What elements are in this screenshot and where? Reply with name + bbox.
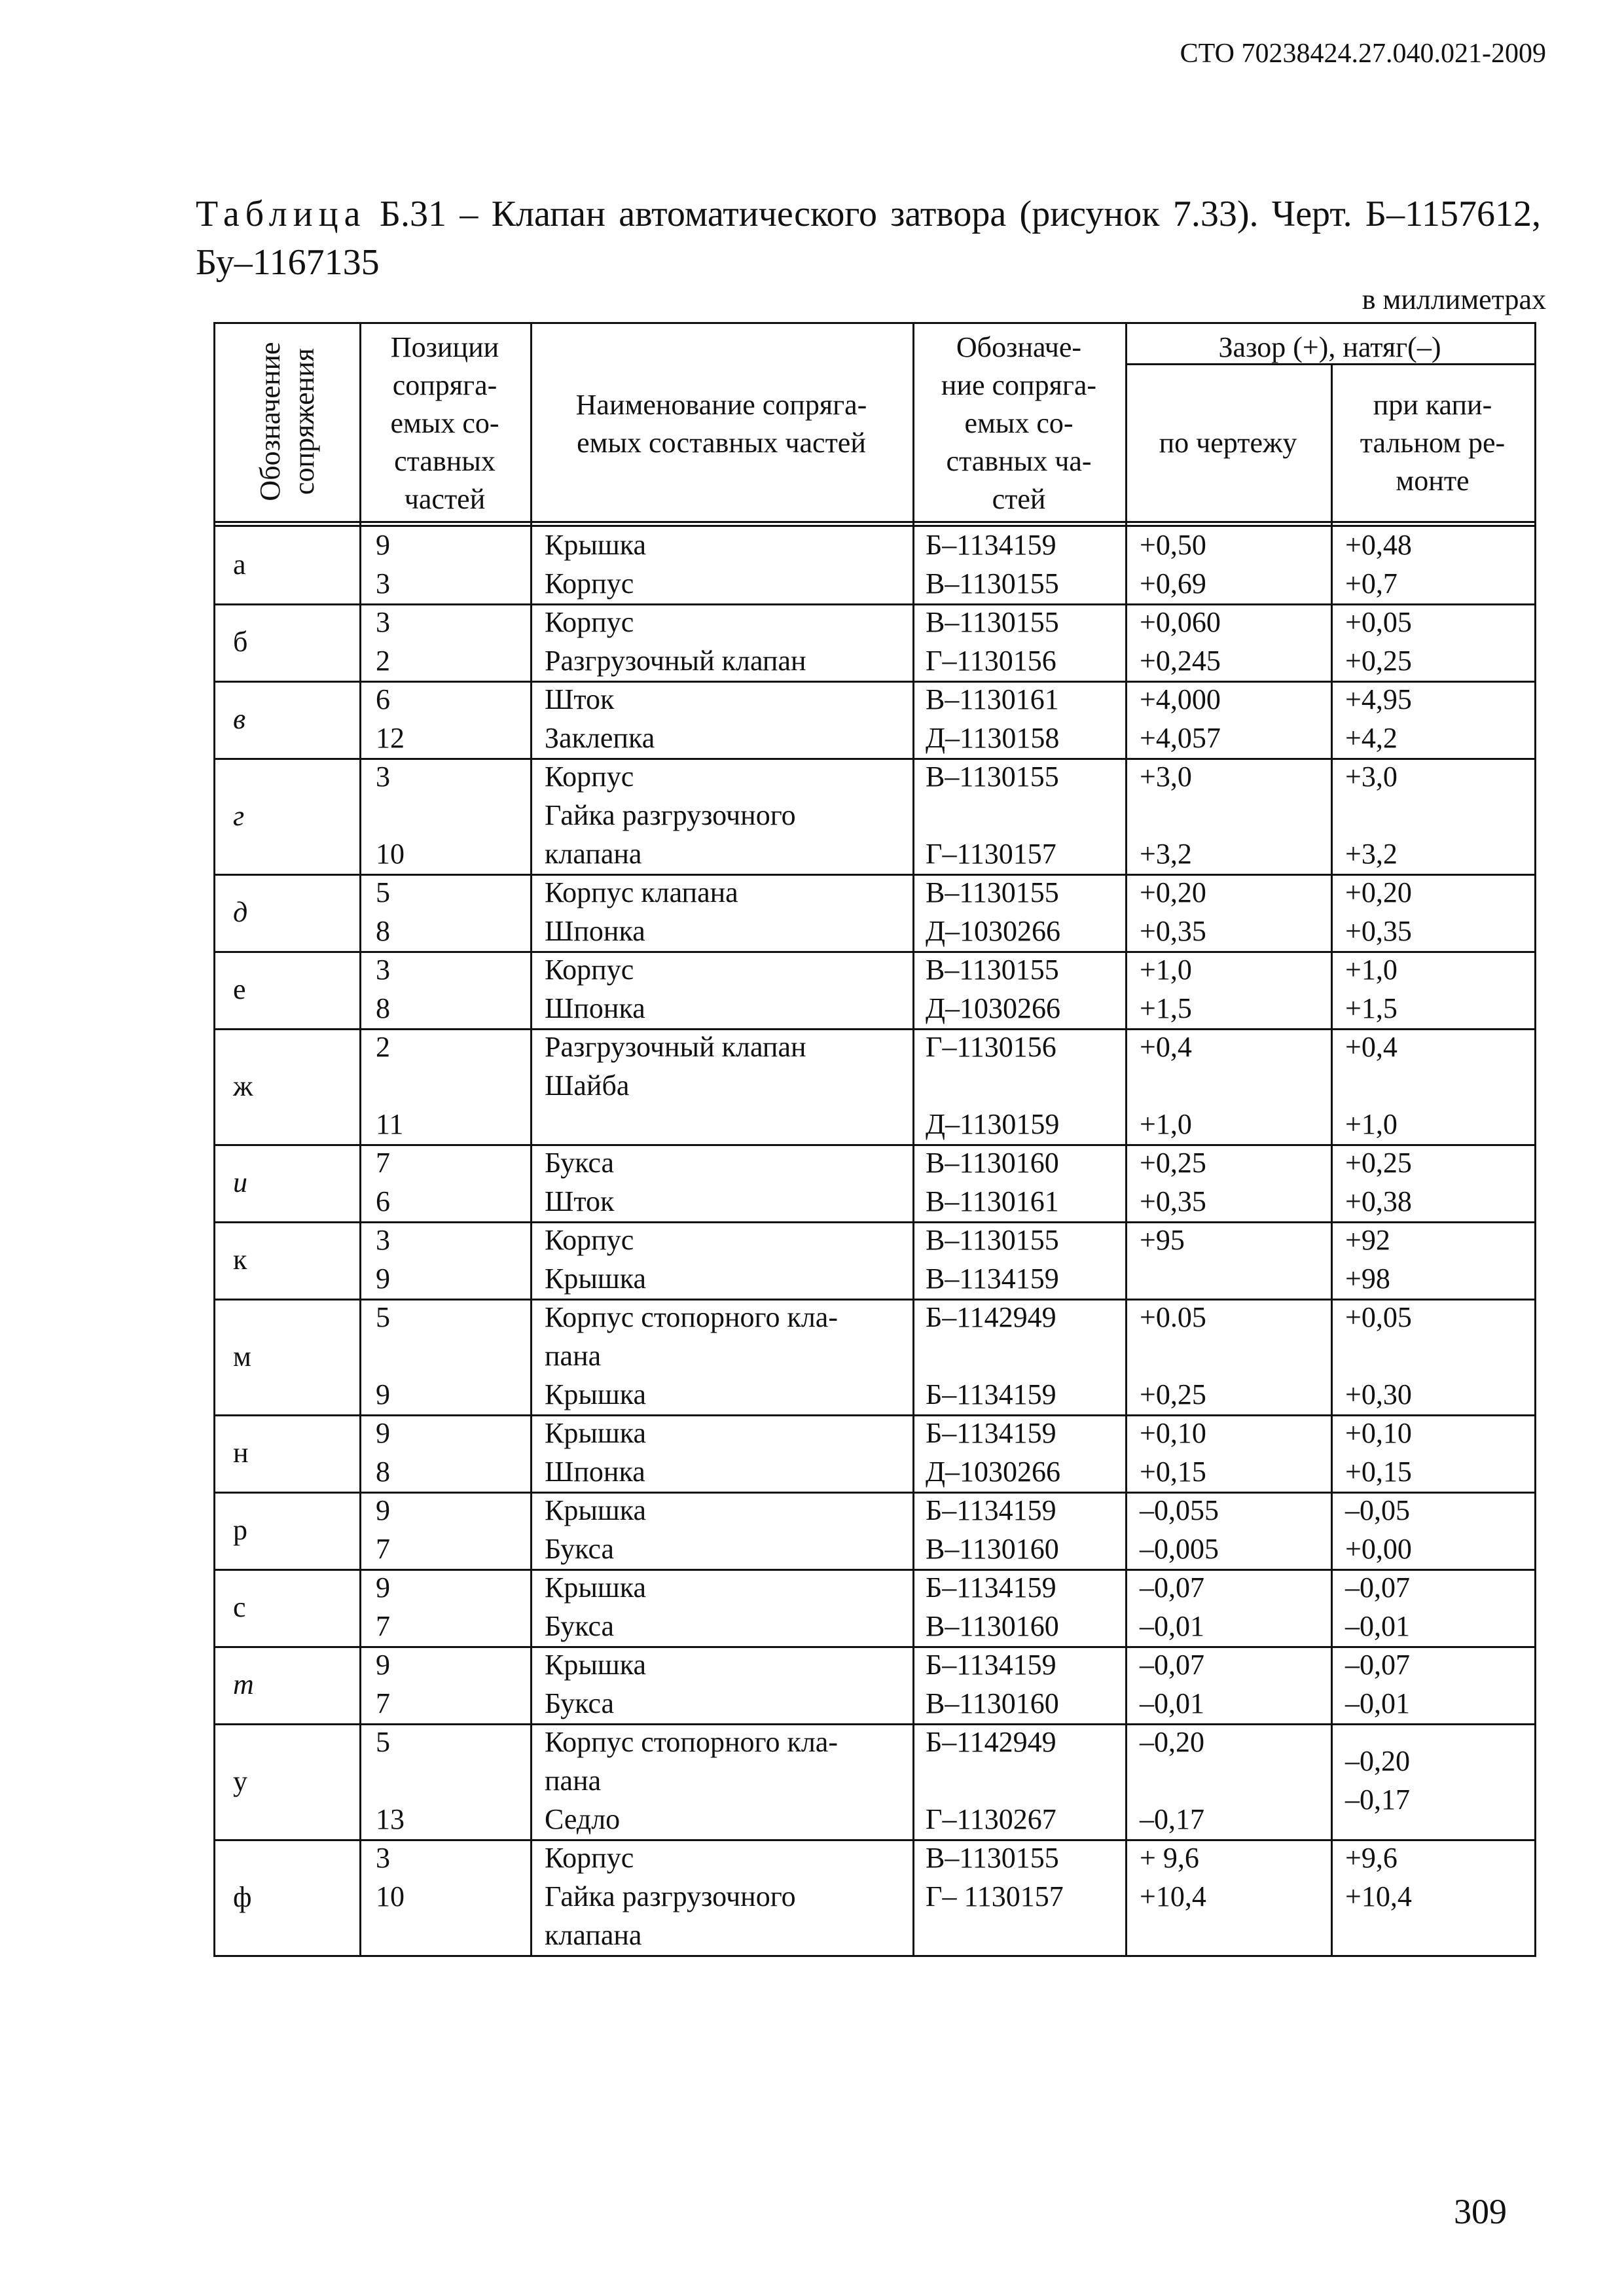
part-name: клапана — [545, 1919, 642, 1951]
part-designation: Г–1130157 — [926, 838, 1056, 870]
part-name: Корпус — [545, 761, 634, 793]
header-part-name — [530, 386, 912, 462]
gap-by-drawing: –0,07 — [1140, 1571, 1204, 1604]
gap-by-drawing: +4,057 — [1140, 722, 1221, 754]
part-position: 7 — [376, 1147, 390, 1179]
mating-designation: и — [233, 1166, 247, 1198]
gap-at-repair: –0,01 — [1345, 1687, 1410, 1719]
part-name: Гайка разгрузочного — [545, 799, 796, 831]
part-name: Седло — [545, 1803, 621, 1835]
header-positions-line: сопряга- — [392, 369, 497, 401]
part-position: 11 — [376, 1108, 404, 1140]
part-position: 10 — [376, 838, 405, 870]
part-name: Шпонка — [545, 992, 645, 1024]
part-name: Букса — [545, 1610, 615, 1642]
part-position: 8 — [376, 1456, 390, 1488]
part-position: 6 — [376, 683, 390, 715]
header-positions-line: частей — [404, 483, 486, 515]
row-separator — [213, 603, 1534, 605]
gap-at-repair: +1,5 — [1345, 992, 1398, 1024]
header-gap-group-line: Зазор (+), натяг(–) — [1218, 331, 1441, 363]
part-name: Шпонка — [545, 915, 645, 947]
part-name: Корпус — [545, 567, 634, 600]
gap-at-repair: +0,38 — [1345, 1185, 1412, 1217]
gap-by-drawing: –0,01 — [1140, 1610, 1204, 1642]
part-position: 13 — [376, 1803, 405, 1835]
part-designation: Б–1134159 — [926, 1417, 1056, 1449]
row-separator — [213, 1144, 1534, 1146]
part-designation: В–1130155 — [926, 1842, 1059, 1874]
gap-by-drawing: +0,15 — [1140, 1456, 1206, 1488]
gap-at-repair: +1,0 — [1345, 954, 1398, 986]
part-designation: Г–1130156 — [926, 645, 1056, 677]
part-designation: В–1130161 — [926, 683, 1059, 715]
part-designation: Д–1130158 — [926, 722, 1060, 754]
part-name: Корпус — [545, 954, 634, 986]
mating-designation: б — [233, 626, 248, 658]
table-caption-text: Б.31 – Клапан автоматического затвора (рисунок 7.33). Черт. Б–1157612, Бу–1167135 — [196, 194, 1542, 283]
part-position: 3 — [376, 1224, 390, 1256]
part-name: Крышка — [545, 1494, 647, 1526]
mating-designation: д — [233, 896, 248, 928]
gap-at-repair: +3,2 — [1345, 838, 1398, 870]
table-border-bottom — [213, 1955, 1534, 1957]
column-line — [1125, 322, 1127, 1957]
part-name: Букса — [545, 1533, 615, 1565]
row-separator — [213, 1028, 1534, 1030]
part-name: пана — [545, 1340, 602, 1372]
column-line — [359, 322, 361, 1957]
part-name: Крышка — [545, 1417, 647, 1449]
header-part-designation-line: ние сопряга- — [941, 369, 1097, 401]
part-designation: Б–1134159 — [926, 1494, 1056, 1526]
gap-at-repair: –0,17 — [1345, 1784, 1410, 1816]
gap-by-drawing: +3,0 — [1140, 761, 1192, 793]
gap-by-drawing: +1,0 — [1140, 1108, 1192, 1140]
part-designation: В–1130160 — [926, 1533, 1059, 1565]
gap-by-drawing: +3,2 — [1140, 838, 1192, 870]
row-separator — [213, 1414, 1534, 1416]
mating-designation: к — [233, 1244, 247, 1276]
column-line — [912, 322, 914, 1957]
gap-by-drawing: –0,07 — [1140, 1649, 1204, 1681]
header-at-repair-line: при капи- — [1373, 389, 1492, 421]
mating-designation: м — [233, 1340, 251, 1372]
mating-designation: е — [233, 973, 246, 1005]
part-position: 9 — [376, 529, 390, 561]
row-separator — [213, 874, 1534, 876]
gap-at-repair: +92 — [1345, 1224, 1390, 1256]
gap-by-drawing: + 9,6 — [1140, 1842, 1199, 1874]
gap-by-drawing: +0,35 — [1140, 915, 1206, 947]
part-designation: В–1130161 — [926, 1185, 1059, 1217]
part-name: Шток — [545, 683, 615, 715]
row-separator — [213, 1569, 1534, 1571]
mating-designation: с — [233, 1591, 246, 1623]
part-name: Корпус — [545, 1842, 634, 1874]
part-designation: Д–1030266 — [926, 915, 1061, 947]
part-name: Корпус — [545, 1224, 634, 1256]
gap-by-drawing: +0,25 — [1140, 1147, 1206, 1179]
part-position: 3 — [376, 567, 390, 600]
gap-at-repair: +0,15 — [1345, 1456, 1412, 1488]
part-designation: Г– 1130157 — [926, 1880, 1064, 1912]
part-designation: Г–1130156 — [926, 1031, 1056, 1063]
row-separator — [213, 1646, 1534, 1648]
gap-at-repair: +4,95 — [1345, 683, 1412, 715]
gap-by-drawing: +1,0 — [1140, 954, 1192, 986]
part-designation: Б–1134159 — [926, 529, 1056, 561]
row-separator — [213, 758, 1534, 760]
row-separator — [213, 1723, 1534, 1725]
part-name: Крышка — [545, 1571, 647, 1604]
row-separator — [213, 1221, 1534, 1223]
header-positions — [359, 329, 530, 518]
part-name: Корпус стопорного кла- — [545, 1301, 838, 1333]
row-separator — [213, 681, 1534, 683]
part-designation: Б–1134159 — [926, 1378, 1056, 1410]
column-line — [1534, 322, 1536, 1957]
gap-at-repair: –0,07 — [1345, 1571, 1410, 1604]
gap-at-repair: +0,7 — [1345, 567, 1398, 600]
mating-designation: ф — [233, 1880, 252, 1913]
header-at-repair-line: монте — [1396, 465, 1470, 497]
gap-at-repair: +0,05 — [1345, 606, 1412, 638]
row-separator — [213, 1839, 1534, 1841]
part-position: 8 — [376, 915, 390, 947]
header-positions-line: Позиции — [390, 331, 499, 363]
part-name: Разгрузочный клапан — [545, 645, 806, 677]
part-position: 9 — [376, 1378, 390, 1410]
gap-by-drawing: –0,17 — [1140, 1803, 1204, 1835]
part-name: Крышка — [545, 1649, 647, 1681]
table-caption-label: Таблица — [196, 194, 367, 234]
part-name: клапана — [545, 838, 642, 870]
header-bottom-rule-2 — [213, 525, 1534, 527]
part-name: пана — [545, 1765, 602, 1797]
gap-at-repair: +0,25 — [1345, 1147, 1412, 1179]
row-separator — [213, 951, 1534, 953]
part-position: 9 — [376, 1649, 390, 1681]
mating-designation: а — [233, 548, 246, 581]
gap-at-repair: +0,48 — [1345, 529, 1412, 561]
header-part-designation-line: стей — [992, 483, 1046, 515]
header-part-designation — [912, 329, 1125, 518]
part-position: 3 — [376, 761, 390, 793]
table-caption — [196, 190, 1541, 287]
part-name: Шайба — [545, 1069, 630, 1102]
part-position: 5 — [376, 1726, 390, 1758]
part-name: Букса — [545, 1687, 615, 1719]
gap-by-drawing: +0,20 — [1140, 876, 1206, 908]
gap-by-drawing: +10,4 — [1140, 1880, 1206, 1912]
part-designation: Д–1130159 — [926, 1108, 1060, 1140]
part-position: 12 — [376, 722, 405, 754]
gap-by-drawing: +0,245 — [1140, 645, 1221, 677]
gap-by-drawing: +1,5 — [1140, 992, 1192, 1024]
gap-at-repair: –0,07 — [1345, 1649, 1410, 1681]
gap-at-repair: +0,20 — [1345, 876, 1412, 908]
page-number: 309 — [1454, 2192, 1507, 2231]
gap-at-repair: –0,01 — [1345, 1610, 1410, 1642]
part-position: 7 — [376, 1687, 390, 1719]
header-part-name-line: емых составных частей — [577, 427, 866, 459]
gap-by-drawing: +4,000 — [1140, 683, 1221, 715]
document-code: СТО 70238424.27.040.021-2009 — [1180, 39, 1546, 69]
part-name: Корпус клапана — [545, 876, 738, 908]
mating-designation: в — [233, 703, 246, 735]
part-name: Крышка — [545, 1378, 647, 1410]
part-designation: В–1130155 — [926, 567, 1059, 600]
part-position: 10 — [376, 1880, 405, 1912]
part-name: Крышка — [545, 1263, 647, 1295]
part-designation: Б–1142949 — [926, 1301, 1056, 1333]
header-part-designation-line: емых со- — [964, 407, 1074, 439]
table-border-top — [213, 322, 1534, 324]
gap-at-repair: +10,4 — [1345, 1880, 1412, 1912]
part-position: 9 — [376, 1494, 390, 1526]
part-name: Шток — [545, 1185, 615, 1217]
part-position: 7 — [376, 1610, 390, 1642]
gap-by-drawing: –0,055 — [1140, 1494, 1219, 1526]
gap-by-drawing: +95 — [1140, 1224, 1185, 1256]
header-positions-line: емых со- — [390, 407, 499, 439]
part-designation: В–1130160 — [926, 1147, 1059, 1179]
part-position: 9 — [376, 1263, 390, 1295]
part-designation: Г–1130267 — [926, 1803, 1056, 1835]
part-position: 9 — [376, 1417, 390, 1449]
gap-at-repair: +0,25 — [1345, 645, 1412, 677]
part-position: 9 — [376, 1571, 390, 1604]
part-position: 2 — [376, 1031, 390, 1063]
gap-at-repair: –0,05 — [1345, 1494, 1410, 1526]
part-name: Шпонка — [545, 1456, 645, 1488]
part-position: 5 — [376, 876, 390, 908]
part-designation: В–1130155 — [926, 876, 1059, 908]
mating-designation: ж — [233, 1069, 253, 1102]
gap-by-drawing: +0,69 — [1140, 567, 1206, 600]
gap-by-drawing: +0,4 — [1140, 1031, 1192, 1063]
part-name: Разгрузочный клапан — [545, 1031, 806, 1063]
gap-by-drawing: +0.05 — [1140, 1301, 1206, 1333]
part-name: Букса — [545, 1147, 615, 1179]
header-part-designation-line: Обозначе- — [956, 331, 1082, 363]
header-at-repair — [1331, 386, 1534, 500]
part-name: Корпус — [545, 606, 634, 638]
gap-at-repair: +0,10 — [1345, 1417, 1412, 1449]
gap-by-drawing: +0,25 — [1140, 1378, 1206, 1410]
header-designation — [217, 326, 357, 517]
gap-at-repair: +0,00 — [1345, 1533, 1412, 1565]
part-position: 3 — [376, 606, 390, 638]
gap-at-repair: –0,20 — [1345, 1745, 1410, 1777]
mating-designation: г — [233, 799, 245, 832]
part-designation: В–1130160 — [926, 1687, 1059, 1719]
part-position: 7 — [376, 1533, 390, 1565]
column-line — [530, 322, 532, 1957]
part-position: 6 — [376, 1185, 390, 1217]
clearance-table — [213, 321, 1534, 1944]
row-separator — [213, 1299, 1534, 1300]
gap-by-drawing: –0,01 — [1140, 1687, 1204, 1719]
part-position: 3 — [376, 954, 390, 986]
gap-at-repair: +9,6 — [1345, 1842, 1398, 1874]
mating-designation: р — [233, 1514, 247, 1546]
gap-at-repair: +4,2 — [1345, 722, 1398, 754]
part-designation: Б–1142949 — [926, 1726, 1056, 1758]
part-designation: В–1130155 — [926, 954, 1059, 986]
part-designation: В–1130155 — [926, 606, 1059, 638]
part-designation: Б–1134159 — [926, 1649, 1056, 1681]
part-position: 5 — [376, 1301, 390, 1333]
header-bottom-rule — [213, 521, 1534, 523]
header-by-drawing — [1125, 424, 1331, 462]
header-at-repair-line: тальном ре- — [1360, 427, 1506, 459]
header-designation-text — [253, 342, 321, 501]
gap-at-repair: +0,30 — [1345, 1378, 1412, 1410]
gap-at-repair: +0,35 — [1345, 915, 1412, 947]
gap-at-repair: +1,0 — [1345, 1108, 1398, 1140]
part-designation: Б–1134159 — [926, 1571, 1056, 1604]
part-name: Заклепка — [545, 722, 655, 754]
gap-by-drawing: +0,35 — [1140, 1185, 1206, 1217]
part-designation: Д–1030266 — [926, 992, 1061, 1024]
gap-at-repair: +98 — [1345, 1263, 1390, 1295]
header-by-drawing-line: по чертежу — [1159, 427, 1297, 459]
part-name: Корпус стопорного кла- — [545, 1726, 838, 1758]
gap-by-drawing: +0,10 — [1140, 1417, 1206, 1449]
part-position: 2 — [376, 645, 390, 677]
gap-by-drawing: +0,060 — [1140, 606, 1221, 638]
mating-designation: н — [233, 1437, 249, 1469]
header-part-name-line: Наименование сопряга- — [575, 389, 867, 421]
mating-designation: у — [233, 1765, 247, 1797]
header-part-designation-line: ставных ча- — [946, 445, 1092, 477]
header-gap-group — [1125, 329, 1534, 367]
part-designation: В–1130160 — [926, 1610, 1059, 1642]
row-separator — [213, 1492, 1534, 1494]
gap-at-repair: +3,0 — [1345, 761, 1398, 793]
header-designation-line: сопряжения — [287, 348, 320, 495]
mating-designation: т — [233, 1668, 254, 1700]
part-name: Крышка — [545, 529, 647, 561]
header-positions-line: ставных — [394, 445, 496, 477]
column-line — [213, 322, 215, 1957]
part-designation: В–1130155 — [926, 1224, 1059, 1256]
gap-by-drawing: –0,20 — [1140, 1726, 1204, 1758]
gap-by-drawing: –0,005 — [1140, 1533, 1219, 1565]
column-line — [1331, 363, 1333, 1957]
part-position: 3 — [376, 1842, 390, 1874]
part-designation: Д–1030266 — [926, 1456, 1061, 1488]
part-designation: В–1134159 — [926, 1263, 1059, 1295]
part-designation: В–1130155 — [926, 761, 1059, 793]
part-name: Гайка разгрузочного — [545, 1880, 796, 1912]
header-designation-line: Обозначение — [253, 342, 286, 501]
gap-by-drawing: +0,50 — [1140, 529, 1206, 561]
gap-at-repair: +0,05 — [1345, 1301, 1412, 1333]
units-note: в миллиметрах — [1362, 283, 1546, 315]
gap-at-repair: +0,4 — [1345, 1031, 1398, 1063]
part-position: 8 — [376, 992, 390, 1024]
